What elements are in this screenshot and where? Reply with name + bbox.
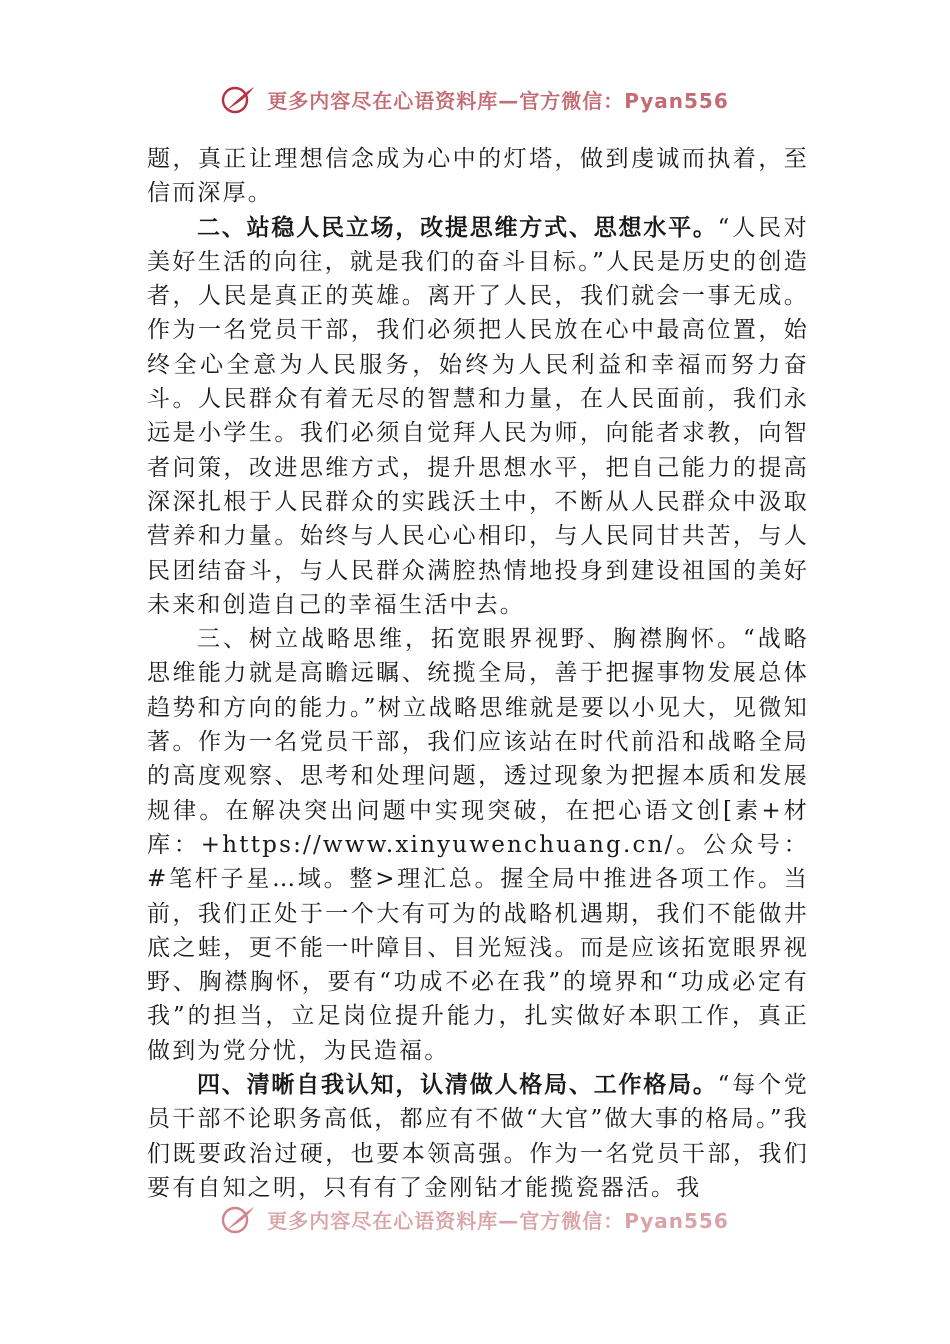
feather-logo-icon — [221, 1204, 257, 1234]
paragraph-text: “人民对美好生活的向往，就是我们的奋斗目标。”人民是历史的创造者，人民是真正的英雄。离开了人民，我们就会一事无成。作为一名党员干部，我们必须把人民放在心中最高位置，始终全心全意为人民服务，始终为人民利益和幸福而努力奋斗。人民群众有着无尽的智慧和力量，在人民面前，我们永远是小学生。我们必须自觉拜人民为师，向能者求教，向智者问策，改进思维方式，提升思想水平，把自己能力的提高深深扎根于人民群众的实践沃土中，不断从人民群众中汲取营养和力量。始终与人民心心相印，与人民同甘共苦，与人民团结奋斗，与人民群众满腔热情地投身到建设祖国的美好未来和创造自己的幸福生活中去。 — [147, 214, 809, 618]
paragraph-text: 题，真正让理想信念成为心中的灯塔，做到虔诚而执着，至信而深厚。 — [147, 146, 809, 207]
document-body — [147, 142, 809, 1205]
section-heading: 二、站稳人民立场，改提思维方式、思想水平。 — [197, 214, 718, 241]
paragraph-section-2 — [147, 211, 809, 623]
watermark-top — [0, 84, 950, 114]
paragraph-text: 三、树立战略思维，拓宽眼界视野、胸襟胸怀。“战略思维能力就是高瞻远瞩、统揽全局，善于把握事物发展总体趋势和方向的能力。”树立战略思维就是要以小见大，见微知著。作为一名党员干部，我们应该站在时代前沿和战略全局的高度观察、思考和处理问题，透过现象为把握本质和发展规律。在解决突出问题中实现突破，在把心语文创[素+材库：+https://www.xinyuwenchuang.cn/。公众号：#笔杆子星…域。整>理汇总。握全局中推进各项工作。当前，我们正处于一个大有可为的战略机遇期，我们不能做井底之蛙，更不能一叶障目、目光短浅。而是应该拓宽眼界视野、胸襟胸怀，要有“功成不必在我”的境界和“功成必定有我”的担当，立足岗位提升能力，扎实做好本职工作，真正做到为党分忧，为民造福。 — [147, 626, 809, 1064]
watermark-text: 更多内容尽在心语资料库—官方微信：Pyan556 — [267, 1208, 729, 1233]
feather-logo-icon — [221, 84, 257, 114]
paragraph-section-3 — [147, 622, 809, 1068]
paragraph-continuation — [147, 142, 809, 211]
paragraph-section-4 — [147, 1068, 809, 1205]
section-heading: 四、清晰自我认知，认清做人格局、工作格局。 — [197, 1072, 718, 1099]
paragraph-text: “每个党员干部不论职务高低，都应有不做“大官”做大事的格局。”我们既要政治过硬，也要本领高强。作为一名党员干部，我们要有自知之明，只有有了金刚钻才能揽瓷器活。我 — [147, 1072, 809, 1201]
watermark-text: 更多内容尽在心语资料库—官方微信：Pyan556 — [267, 88, 729, 113]
watermark-bottom — [0, 1204, 950, 1234]
